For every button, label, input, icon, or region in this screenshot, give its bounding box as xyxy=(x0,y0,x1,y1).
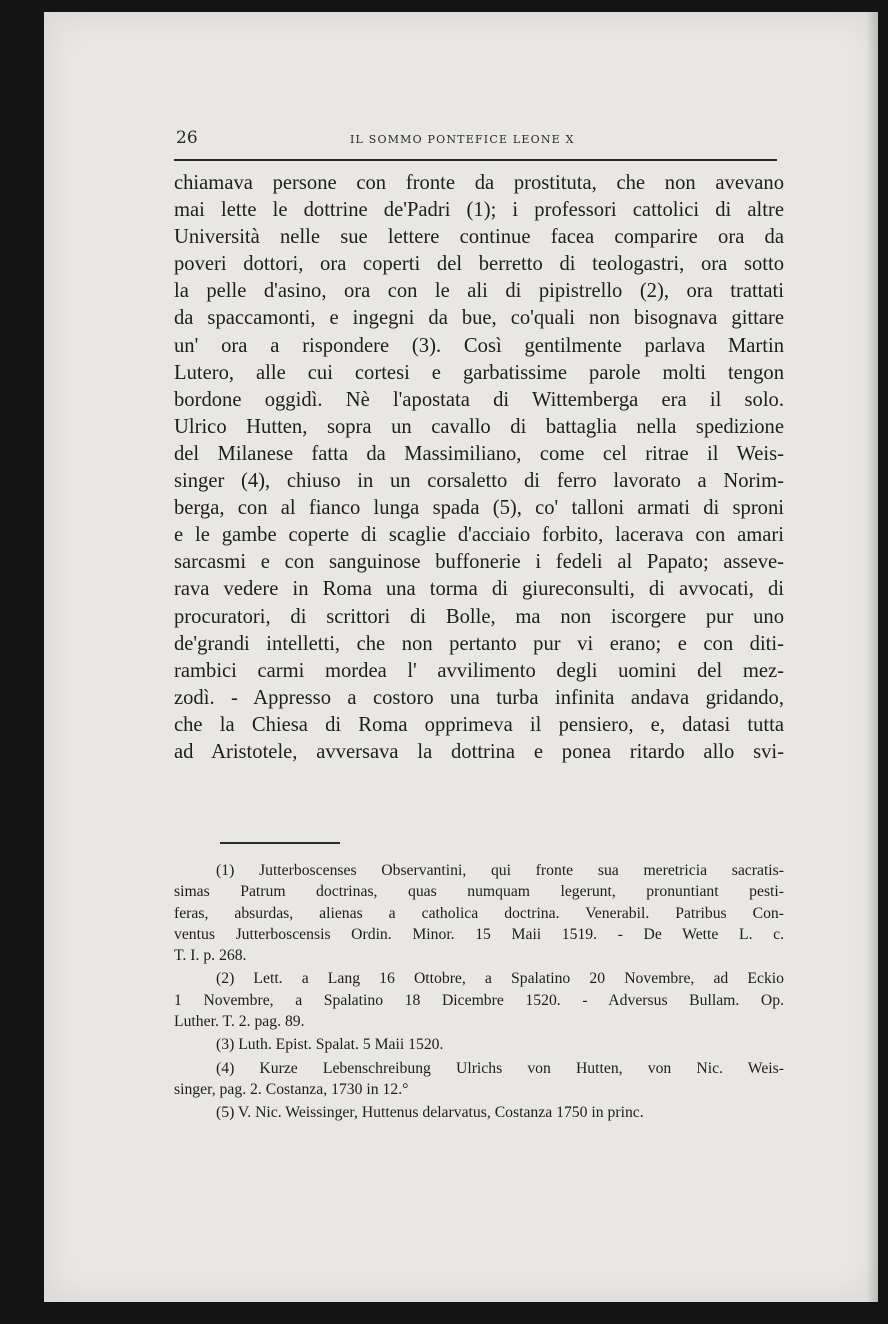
footnote-line: T. I. p. 268. xyxy=(174,947,247,965)
footnote-line: (5) V. Nic. Weissinger, Huttenus delarvatus, Costanza 1750 in princ. xyxy=(216,1104,644,1122)
body-line: singer (4), chiuso in un corsaletto di ferro lavorato a Norim- xyxy=(174,470,784,493)
footnote-line: Luther. T. 2. pag. 89. xyxy=(174,1013,305,1031)
footnote-line: (2) Lett. a Lang 16 Ottobre, a Spalatino 20 Novembre, ad Eckio xyxy=(216,970,784,988)
footnote-line: singer, pag. 2. Costanza, 1730 in 12.° xyxy=(174,1080,409,1098)
body-line: zodì. - Appresso a costoro una turba infinita andava gridando, xyxy=(174,686,784,709)
page-number: 26 xyxy=(176,128,198,148)
footnote-rule xyxy=(220,842,340,844)
body-line: Università nelle sue lettere continue facea comparire ora da xyxy=(174,226,784,249)
body-line: mai lette le dottrine de'Padri (1); i professori cattolici di altre xyxy=(174,199,784,222)
body-line: berga, con al fianco lunga spada (5), co' talloni armati di sproni xyxy=(174,497,784,520)
header-rule xyxy=(174,159,777,161)
body-line: de'grandi intelletti, che non pertanto pur vi erano; e con diti- xyxy=(174,632,784,655)
footnote-line: (3) Luth. Epist. Spalat. 5 Maii 1520. xyxy=(216,1036,444,1054)
footnote-line: simas Patrum doctrinas, quas numquam legerunt, pronuntiant pesti- xyxy=(174,883,784,901)
footnote-line: (1) Jutterboscenses Observantini, qui fronte sua meretricia sacratis- xyxy=(216,862,784,879)
footnote-line: ventus Jutterboscensis Ordin. Minor. 15 Maii 1519. - De Wette L. c. xyxy=(174,925,784,943)
body-line: e le gambe coperte di scaglie d'acciaio forbito, lacerava con amari xyxy=(174,524,784,547)
running-title: IL SOMMO PONTEFICE LEONE X xyxy=(350,133,575,146)
page-header xyxy=(176,128,776,150)
body-line: chiamava persone con fronte da prostituta, che non avevano xyxy=(174,172,784,194)
footnotes xyxy=(174,860,784,1124)
body-line: che la Chiesa di Roma opprimeva il pensiero, e, datasi tutta xyxy=(174,713,784,736)
body-line: poveri dottori, ora coperti del berretto di teologastri, ora sotto xyxy=(174,253,784,276)
body-line: del Milanese fatta da Massimiliano, come cel ritrae il Weis- xyxy=(174,442,784,465)
body-line: un' ora a rispondere (3). Così gentilmente parlava Martin xyxy=(174,334,784,357)
body-line: Lutero, alle cui cortesi e garbatissime parole molti tengon xyxy=(174,361,784,384)
body-line: bordone oggidì. Nè l'apostata di Wittemberga era il solo. xyxy=(174,388,784,411)
body-line: rambici carmi mordea l' avvilimento degli uomini del mez- xyxy=(174,659,784,682)
footnote-line: (4) Kurze Lebenschreibung Ulrichs von Hutten, von Nic. Weis- xyxy=(216,1059,784,1077)
body-line: procuratori, di scrittori di Bolle, ma non iscorgere pur uno xyxy=(174,605,784,628)
page-edge-shadow xyxy=(866,12,878,1302)
body-text xyxy=(174,170,784,766)
body-line: ad Aristotele, avversava la dottrina e ponea ritardo allo svi- xyxy=(174,740,784,763)
body-line: rava vedere in Roma una torma di giureconsulti, di avvocati, di xyxy=(174,578,784,601)
body-line: la pelle d'asino, ora con le ali di pipistrello (2), ora trattati xyxy=(174,280,784,303)
footnote-line: feras, absurdas, alienas a catholica doctrina. Venerabil. Patribus Con- xyxy=(174,904,784,922)
footnote-line: 1 Novembre, a Spalatino 18 Dicembre 1520. - Adversus Bullam. Op. xyxy=(174,991,784,1009)
body-line: Ulrico Hutten, sopra un cavallo di battaglia nella spedizione xyxy=(174,415,784,438)
body-line: da spaccamonti, e ingegni da bue, co'quali non bisognava gittare xyxy=(174,307,784,330)
body-line: sarcasmi e con sanguinose buffonerie i fedeli al Papato; asseve- xyxy=(174,551,784,574)
